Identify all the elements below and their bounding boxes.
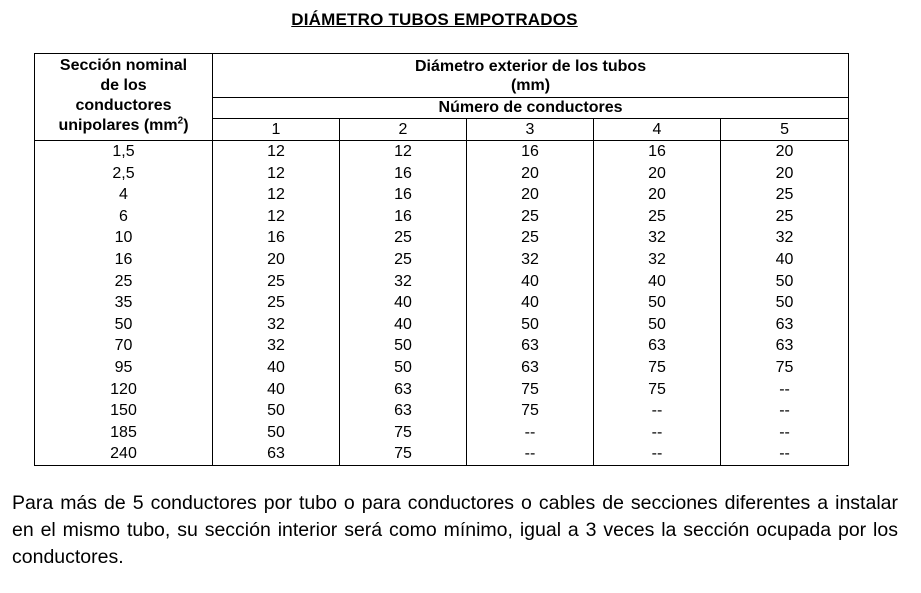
diameter-cell-1: 20 <box>213 249 340 271</box>
page-title: DIÁMETRO TUBOS EMPOTRADOS <box>291 10 578 29</box>
diameter-cell-5: -- <box>721 443 849 465</box>
table-row <box>35 379 849 401</box>
diameter-cell-3: 63 <box>467 357 594 379</box>
diameter-cell-4: 50 <box>594 314 721 336</box>
section-cell: 10 <box>35 227 213 249</box>
diameter-cell-1: 16 <box>213 227 340 249</box>
diameter-cell-4: 50 <box>594 292 721 314</box>
table-row <box>35 335 849 357</box>
diameter-cell-1: 25 <box>213 292 340 314</box>
diameter-cell-5: 63 <box>721 335 849 357</box>
column-header-1: 1 <box>213 119 340 141</box>
diameter-cell-4: 63 <box>594 335 721 357</box>
diameter-cell-5: 20 <box>721 163 849 185</box>
section-cell: 2,5 <box>35 163 213 185</box>
section-header-tail: ) <box>183 117 189 134</box>
diameter-cell-3: 75 <box>467 379 594 401</box>
diameter-cell-1: 12 <box>213 206 340 228</box>
section-cell: 25 <box>35 271 213 293</box>
table-row <box>35 314 849 336</box>
diameter-cell-4: 20 <box>594 184 721 206</box>
section-cell: 240 <box>35 443 213 465</box>
diameter-cell-2: 16 <box>340 184 467 206</box>
diameter-cell-2: 40 <box>340 314 467 336</box>
diameter-cell-4: 16 <box>594 141 721 163</box>
diameter-cell-2: 75 <box>340 422 467 444</box>
diameter-cell-4: -- <box>594 400 721 422</box>
conductors-count-header: Número de conductores <box>213 98 849 119</box>
section-cell: 95 <box>35 357 213 379</box>
section-cell: 1,5 <box>35 141 213 163</box>
table-row <box>35 141 849 163</box>
diameter-cell-5: -- <box>721 379 849 401</box>
diameter-cell-2: 63 <box>340 379 467 401</box>
section-cell: 185 <box>35 422 213 444</box>
diameter-cell-5: 25 <box>721 206 849 228</box>
diameter-cell-2: 75 <box>340 443 467 465</box>
diameter-cell-3: 50 <box>467 314 594 336</box>
diameter-cell-1: 63 <box>213 443 340 465</box>
diameter-cell-4: 75 <box>594 379 721 401</box>
diameter-cell-3: 25 <box>467 206 594 228</box>
section-cell: 6 <box>35 206 213 228</box>
diameter-header-line1: Diámetro exterior de los tubos <box>414 57 647 75</box>
diameter-cell-2: 16 <box>340 163 467 185</box>
diameter-cell-1: 25 <box>213 271 340 293</box>
table-row <box>35 163 849 185</box>
diameter-cell-1: 12 <box>213 184 340 206</box>
diameter-cell-3: 63 <box>467 335 594 357</box>
diameter-cell-1: 50 <box>213 400 340 422</box>
column-header-5: 5 <box>721 119 849 141</box>
diameter-cell-3: 25 <box>467 227 594 249</box>
diameter-cell-3: -- <box>467 422 594 444</box>
diameter-cell-3: 16 <box>467 141 594 163</box>
diameter-cell-2: 50 <box>340 357 467 379</box>
diameter-header-line2: (mm) <box>510 76 551 94</box>
table-row <box>35 227 849 249</box>
diameter-cell-2: 32 <box>340 271 467 293</box>
diameter-cell-4: 25 <box>594 206 721 228</box>
tube-diameter-table <box>34 53 849 466</box>
table-row <box>35 443 849 465</box>
diameter-cell-3: 40 <box>467 292 594 314</box>
diameter-cell-5: 40 <box>721 249 849 271</box>
section-cell: 4 <box>35 184 213 206</box>
diameter-cell-5: -- <box>721 400 849 422</box>
column-header-4: 4 <box>594 119 721 141</box>
diameter-cell-1: 12 <box>213 141 340 163</box>
diameter-cell-3: 40 <box>467 271 594 293</box>
diameter-cell-4: 75 <box>594 357 721 379</box>
diameter-cell-1: 40 <box>213 379 340 401</box>
table-row <box>35 271 849 293</box>
section-cell: 35 <box>35 292 213 314</box>
diameter-cell-3: 75 <box>467 400 594 422</box>
diameter-cell-5: -- <box>721 422 849 444</box>
table-row <box>35 292 849 314</box>
diameter-cell-2: 25 <box>340 227 467 249</box>
diameter-cell-4: -- <box>594 422 721 444</box>
diameter-cell-5: 50 <box>721 292 849 314</box>
diameter-cell-2: 40 <box>340 292 467 314</box>
diameter-cell-4: -- <box>594 443 721 465</box>
diameter-cell-1: 40 <box>213 357 340 379</box>
column-header-3: 3 <box>467 119 594 141</box>
diameter-cell-1: 12 <box>213 163 340 185</box>
section-column-header <box>35 54 213 141</box>
diameter-cell-4: 40 <box>594 271 721 293</box>
section-cell: 70 <box>35 335 213 357</box>
diameter-cell-2: 63 <box>340 400 467 422</box>
section-cell: 120 <box>35 379 213 401</box>
diameter-cell-3: 20 <box>467 184 594 206</box>
diameter-cell-4: 20 <box>594 163 721 185</box>
diameter-cell-5: 63 <box>721 314 849 336</box>
diameter-cell-5: 32 <box>721 227 849 249</box>
table-row <box>35 400 849 422</box>
diameter-cell-2: 25 <box>340 249 467 271</box>
diameter-cell-5: 20 <box>721 141 849 163</box>
section-cell: 150 <box>35 400 213 422</box>
diameter-cell-2: 50 <box>340 335 467 357</box>
section-header-line: unipolares (mm <box>58 117 178 134</box>
table-row <box>35 184 849 206</box>
diameter-cell-4: 32 <box>594 249 721 271</box>
column-header-2: 2 <box>340 119 467 141</box>
diameter-cell-3: -- <box>467 443 594 465</box>
diameter-cell-5: 25 <box>721 184 849 206</box>
diameter-cell-5: 75 <box>721 357 849 379</box>
section-header-line: Sección nominal <box>59 57 188 74</box>
section-header-line: conductores <box>75 97 172 114</box>
section-header-exponent: 2 <box>177 115 184 127</box>
diameter-cell-1: 32 <box>213 335 340 357</box>
table-row <box>35 206 849 228</box>
table-row <box>35 422 849 444</box>
diameter-cell-2: 16 <box>340 206 467 228</box>
diameter-cell-3: 20 <box>467 163 594 185</box>
table-row <box>35 357 849 379</box>
diameter-cell-2: 12 <box>340 141 467 163</box>
diameter-header <box>213 54 849 98</box>
table-body <box>35 141 849 466</box>
diameter-cell-3: 32 <box>467 249 594 271</box>
diameter-cell-5: 50 <box>721 271 849 293</box>
diameter-cell-1: 32 <box>213 314 340 336</box>
table-row <box>35 249 849 271</box>
section-header-line: de los <box>100 77 147 94</box>
diameter-cell-4: 32 <box>594 227 721 249</box>
section-cell: 16 <box>35 249 213 271</box>
footnote-paragraph: Para más de 5 conductores por tubo o para conductores o cables de secciones diferentes a instalar en el mismo tubo, su sección interior será como mínimo, igual a 3 veces la sección ocupada por los conductores. <box>12 492 898 568</box>
diameter-cell-1: 50 <box>213 422 340 444</box>
section-cell: 50 <box>35 314 213 336</box>
